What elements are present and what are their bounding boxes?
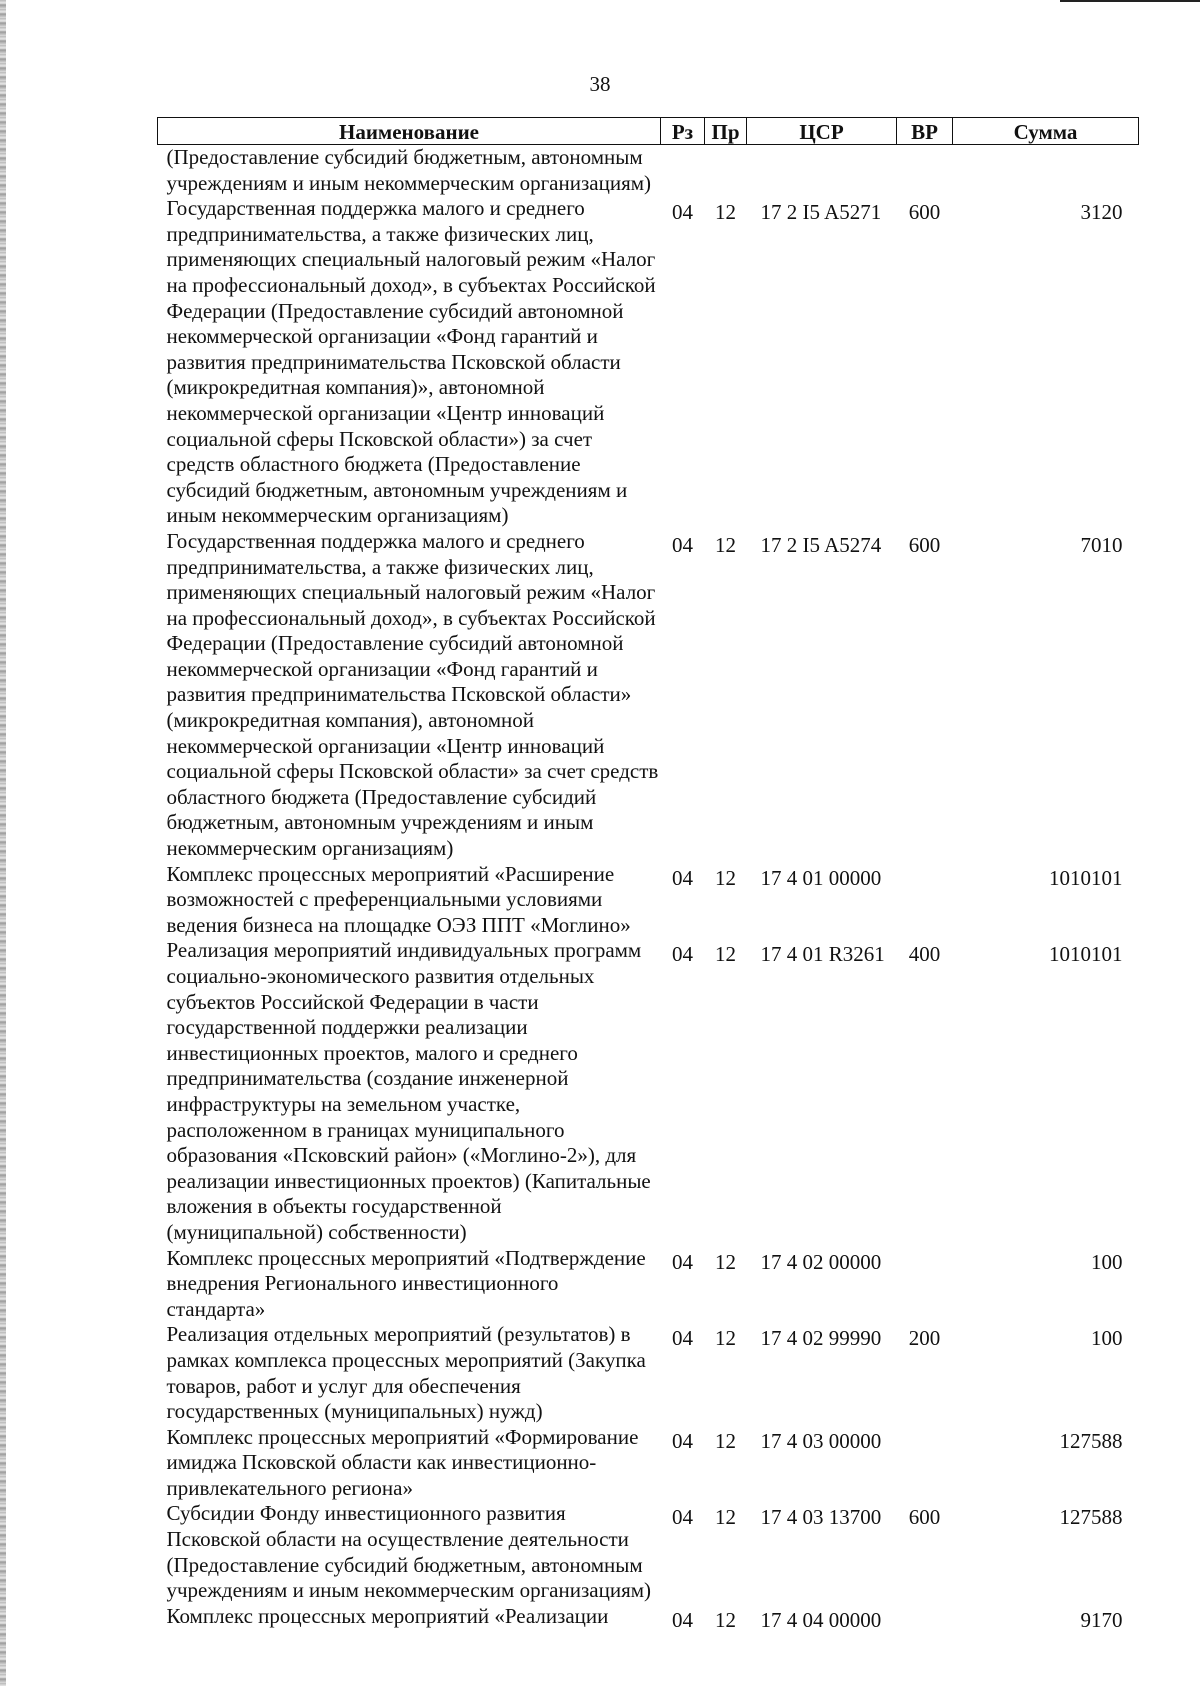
row-name: Реализация отдельных мероприятий (результатов) в рамках комплекса процессных мероприятий (Закупка товаров, работ и услуг для обеспечения государственных (муниципальных) нужд)	[166, 1322, 646, 1424]
row-name: (Предоставление субсидий бюджетным, автономным учреждениям и иным некоммерческим организациям)	[166, 145, 652, 195]
budget-table	[157, 117, 1139, 1633]
table-header-row	[158, 118, 1139, 145]
row-sum: 1010101	[1049, 942, 1123, 967]
row-csr: 17 4 03 00000	[760, 1428, 882, 1453]
row-sum: 7010	[1080, 532, 1123, 557]
row-pr: 12	[715, 865, 736, 890]
header-sum: Сумма	[953, 118, 1139, 145]
row-name: Комплекс процессных мероприятий «Формирование имиджа Псковской области как инвестиционно-привлекательного региона»	[166, 1424, 639, 1500]
header-rz: Рз	[661, 118, 705, 145]
row-csr: 17 4 02 99990	[760, 1326, 882, 1351]
page-number: 38	[589, 72, 611, 96]
table-row	[158, 196, 1139, 529]
header-csr: ЦСР	[747, 118, 897, 145]
row-pr: 12	[715, 1428, 736, 1453]
row-rz	[661, 145, 705, 197]
row-sum: 100	[1091, 1326, 1123, 1351]
row-pr: 12	[715, 1505, 736, 1530]
row-pr: 12	[715, 1249, 736, 1274]
table-row	[158, 1425, 1139, 1502]
row-sum: 127588	[1059, 1428, 1123, 1453]
row-rz: 04	[672, 532, 693, 557]
row-vr	[897, 1425, 953, 1502]
row-csr	[747, 145, 897, 197]
row-rz: 04	[672, 865, 693, 890]
row-csr: 17 4 03 13700	[760, 1505, 882, 1530]
row-vr: 600	[908, 532, 941, 557]
table-row	[158, 145, 1139, 197]
row-name: Государственная поддержка малого и среднего предпринимательства, а также физических лиц, применяющих специальный налоговый режим «Налог на профессиональный доход», в субъектах Российской Федерации (Предоставление субсидий автономной некоммерческой организации «Фонд гарантий и развития предпринимательства Псковской области (микрокредитная компания)», автономной некоммерческой организации «Центр инноваций социальной сферы Псковской области») за счет средств областного бюджета (Предоставление субсидий бюджетным, автономным учреждениям и иным некоммерческим организациям)	[166, 196, 656, 528]
row-rz: 04	[672, 1326, 693, 1351]
row-vr: 600	[908, 200, 941, 225]
row-sum: 9170	[1080, 1607, 1123, 1632]
row-rz: 04	[672, 1249, 693, 1274]
row-rz: 04	[672, 942, 693, 967]
table-row	[158, 529, 1139, 862]
table-row	[158, 938, 1139, 1245]
row-pr: 12	[715, 942, 736, 967]
row-vr	[897, 1246, 953, 1323]
table-row	[158, 1322, 1139, 1424]
row-sum: 100	[1091, 1249, 1123, 1274]
header-pr: Пр	[705, 118, 747, 145]
row-vr: 600	[908, 1505, 941, 1530]
header-vr: ВР	[897, 118, 953, 145]
row-rz: 04	[672, 1505, 693, 1530]
top-rule	[1060, 0, 1200, 2]
row-vr	[897, 1604, 953, 1634]
row-rz: 04	[672, 1428, 693, 1453]
scan-edge-artifact	[0, 0, 6, 1686]
row-name: Комплекс процессных мероприятий «Реализации	[166, 1603, 609, 1628]
row-rz: 04	[672, 1607, 693, 1632]
row-sum: 127588	[1059, 1505, 1123, 1530]
row-csr: 17 2 I5 A5274	[760, 532, 882, 557]
row-name: Субсидии Фонду инвестиционного развития Псковской области на осуществление деятельности (Предоставление субсидий бюджетным, автономным учреждениям и иным некоммерческим организациям)	[166, 1501, 652, 1603]
row-csr: 17 4 01 R3261	[760, 942, 885, 967]
table-row	[158, 1501, 1139, 1603]
row-rz: 04	[672, 200, 693, 225]
row-pr: 12	[715, 1607, 736, 1632]
row-pr: 12	[715, 1326, 736, 1351]
row-sum	[953, 145, 1139, 197]
row-sum: 1010101	[1049, 865, 1123, 890]
row-name: Реализация мероприятий индивидуальных программ социально-экономического развития отдельных субъектов Российской Федерации в части государственной поддержки реализации инвестиционных проектов, малого и среднего предпринимательства (создание инженерной инфраструктуры на земельном участке, расположенном в границах муниципального образования «Псковский район» («Моглино-2»), для реализации инвестиционных проектов) (Капитальные вложения в объекты государственной (муниципальной) собственности)	[166, 938, 651, 1244]
row-csr: 17 4 01 00000	[760, 865, 882, 890]
row-csr: 17 4 04 00000	[760, 1607, 882, 1632]
row-pr: 12	[715, 532, 736, 557]
row-name: Комплекс процессных мероприятий «Расширение возможностей с преференциальными условиями ведения бизнеса на площадке ОЭЗ ППТ «Моглино»	[166, 861, 631, 937]
table-row	[158, 1604, 1139, 1634]
table-row	[158, 862, 1139, 939]
row-vr: 400	[908, 942, 941, 967]
table-row	[158, 1246, 1139, 1323]
row-csr: 17 4 02 00000	[760, 1249, 882, 1274]
row-csr: 17 2 I5 A5271	[760, 200, 882, 225]
row-sum: 3120	[1080, 200, 1123, 225]
header-name: Наименование	[158, 118, 661, 145]
row-name: Государственная поддержка малого и среднего предпринимательства, а также физических лиц, применяющих специальный налоговый режим «Налог на профессиональный доход», в субъектах Российской Федерации (Предоставление субсидий автономной некоммерческой организации «Фонд гарантий и развития предпринимательства Псковской области» (микрокредитная компания), автономной некоммерческой организации «Центр инноваций социальной сферы Псковской области» за счет средств областного бюджета (Предоставление субсидий бюджетным, автономным учреждениям и иным некоммерческим организациям)	[166, 528, 659, 861]
row-vr	[897, 862, 953, 939]
row-pr	[705, 145, 747, 197]
row-name: Комплекс процессных мероприятий «Подтверждение внедрения Регионального инвестиционного стандарта»	[166, 1245, 646, 1321]
row-vr	[897, 145, 953, 197]
row-pr: 12	[715, 200, 736, 225]
row-vr: 200	[908, 1326, 941, 1351]
